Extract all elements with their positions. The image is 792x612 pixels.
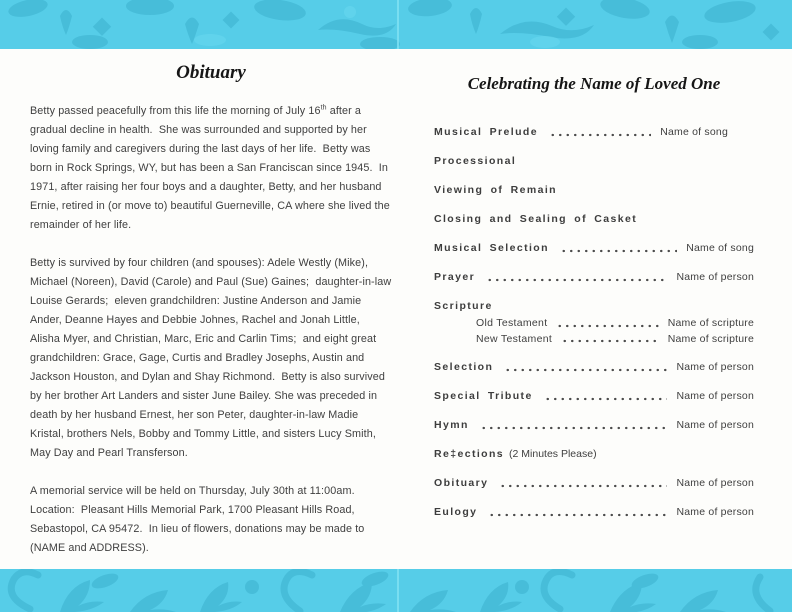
program-item-closing-casket xyxy=(434,211,754,227)
dotted-leader xyxy=(560,249,677,253)
program-item-label: Selection xyxy=(434,361,494,373)
program-item-eulogy xyxy=(434,504,754,520)
program-item-obituary xyxy=(434,475,754,491)
program-item-label: Closing and Sealing of Casket xyxy=(434,213,638,225)
program-item-note: (2 Minutes Please) xyxy=(509,448,597,460)
dotted-leader xyxy=(499,484,667,488)
dotted-leader xyxy=(480,426,668,430)
program-item-label: Musical Prelude xyxy=(434,126,538,138)
program-item-label: Eulogy xyxy=(434,506,478,518)
program-item-value: Name of song xyxy=(660,126,728,138)
dotted-leader xyxy=(556,324,659,328)
program-item-label: Hymn xyxy=(434,419,469,431)
program-item-viewing xyxy=(434,182,754,198)
program-subitem-value: Name of scripture xyxy=(667,317,754,329)
dotted-leader xyxy=(549,133,651,137)
program-subitem-value: Name of scripture xyxy=(667,332,754,345)
program-item-label: Special Tribute xyxy=(434,390,533,402)
program-item-value: Name of person xyxy=(676,506,754,518)
obituary-paragraph-3: A memorial service will be held on Thursday, July 30th at 11:00am. Location: Pleasant Hills Memorial Park, 1700 Pleasant Hills Road, Sebastopol, CA 95472. In lieu of flowers, donations may be made to (NAME and ADDRESS). xyxy=(30,485,368,554)
program-item-value: Name of person xyxy=(676,390,754,402)
program-item-label: Prayer xyxy=(434,271,476,283)
service-title: Celebrating the Name of Loved One xyxy=(467,74,721,93)
program-item-label: Viewing of Remain xyxy=(434,184,557,196)
program-subitem-old-testament xyxy=(434,316,754,331)
program-item-value: Name of person xyxy=(676,271,754,283)
program-item-value: Name of song xyxy=(686,242,754,254)
program-item-scripture xyxy=(434,298,754,314)
program-item-label: Re‡ections xyxy=(434,448,505,460)
program-subitem-label: Old Testament xyxy=(476,317,548,329)
damask-border-top xyxy=(0,0,792,49)
program-item-label: Obituary xyxy=(434,477,489,489)
obituary-page xyxy=(30,62,395,577)
program-item-processional xyxy=(434,153,754,169)
program-item-label: Processional xyxy=(434,155,517,167)
obituary-paragraph-1-text: Betty passed peacefully from this life the morning of July 16 xyxy=(30,105,321,117)
program-subitem-label: New Testament xyxy=(476,332,553,345)
page-gutter-line xyxy=(397,569,399,612)
program-item-value: Name of person xyxy=(676,477,754,489)
dotted-leader xyxy=(544,397,668,401)
program-item-label: Musical Selection xyxy=(434,242,549,254)
program-item-hymn xyxy=(434,417,754,433)
program-item-prayer xyxy=(434,269,754,285)
obituary-paragraph-1-continued: after a gradual decline in health. She was surrounded and supported by her loving family and caregivers during the last days of her life. Betty was born in Rock Springs, WY, but has been a San Franciscan since 1945. In 1971, after raising her four boys and a daughter, Betty, and her husband Ernie, retired in (or move to) beautiful Guerneville, CA where she lived the remainder of her life. xyxy=(30,105,393,231)
ordinal-superscript: th xyxy=(320,104,327,112)
program-subitem-new-testament xyxy=(434,332,754,347)
dotted-leader xyxy=(486,278,667,282)
obituary-title: Obituary xyxy=(176,62,246,83)
obituary-paragraph-2: Betty is survived by four children (and spouses): Adele Westly (Mike), Michael (Noreen), David (Carole) and Paul (Sue) Gaines; daughter-in-law Louise Gerards; eleven grandchildren: Justine Anderson and Jamie Ander, Deanne Hayes and Debbie Johnes, Rachel and Jonah Little, Alisha Myer, and Christian, Marc, Eric and Carlin Tims; and eight great grandchildren: Grace, Gage, Curtis and Bradley Josephs, Austin and Jackson Houston, and Dylan and Shay Richmond. Betty is also survived by her brother Art Landers and sister June Bailey. She was preceded in death by her husband Ernest, her son Peter, daughter-in-law Madie Kristal, brothers Nels, Bobby and Tommy Little, and sisters Lucy Smith, May Day and Pearl Transferson. xyxy=(30,257,395,459)
damask-pattern-top xyxy=(0,0,792,49)
program-item-value: Name of person xyxy=(676,419,754,431)
program-item-reflections xyxy=(434,446,754,462)
page-gutter-line xyxy=(397,0,399,49)
program-item-value: Name of person xyxy=(676,361,754,373)
dotted-leader xyxy=(488,513,667,517)
order-of-service-page xyxy=(434,74,754,533)
obituary-paragraph-1 xyxy=(30,102,392,235)
program-item-special-tribute xyxy=(434,388,754,404)
program-item-selection xyxy=(434,359,754,375)
program-item-scripture-group xyxy=(434,298,754,346)
dotted-leader xyxy=(504,368,667,372)
program-item-musical-prelude xyxy=(434,124,754,140)
program-item-musical-selection xyxy=(434,240,754,256)
program-item-label: Scripture xyxy=(434,300,493,312)
dotted-leader xyxy=(561,339,660,343)
